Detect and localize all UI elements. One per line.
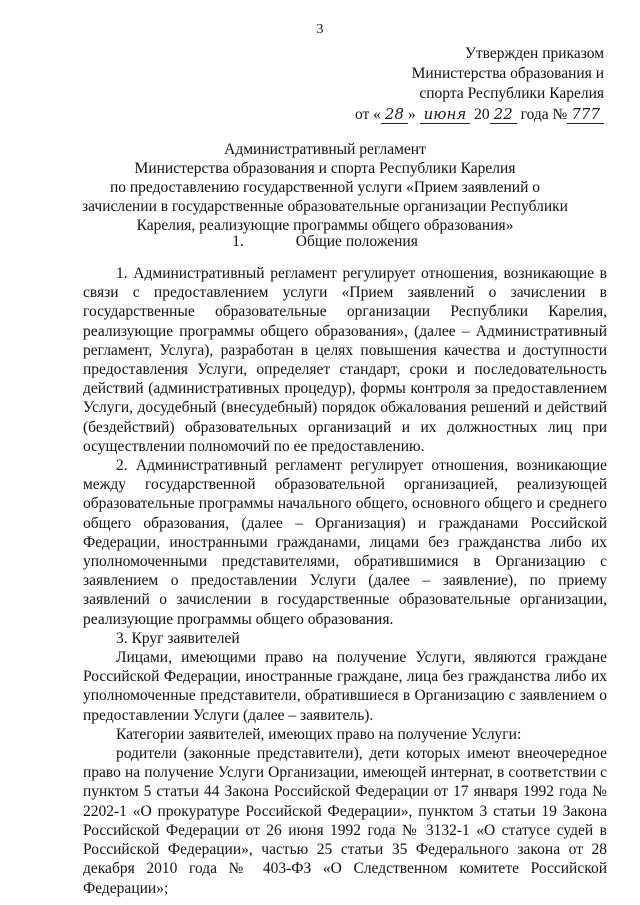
title-line-5: Карелия, реализующие программы общего образования» <box>136 217 514 234</box>
date-prefix: от « <box>354 106 381 123</box>
document-title <box>40 140 610 235</box>
approval-line-2: Министерства образования и <box>411 65 604 82</box>
number-prefix: года № <box>516 106 568 123</box>
approval-line-3: спорта Республики Карелия <box>419 85 604 102</box>
section-number: 1. <box>232 233 244 250</box>
approval-line-1: Утвержден приказом <box>464 45 604 62</box>
handwritten-month: июня <box>420 105 471 124</box>
paragraph-1: 1. Административный регламент регулирует отношения, возникающие в связи с предоставлением услуги «Прием заявлений о зачислении в государственные образовательные организации Республики Карелия, реализующие программы общего образования», (далее – Административный регламент, Услуга), разработан в целях повышения качества и доступности предоставления Услуги, определяет стандарт, сроки и последовательность действий (административных процедур), формы контроля за предоставлением Услуги, досудебный (внесудебный) порядок обжалования решений и действий (бездействий) образовательных организаций и их должностных лиц при осуществлении полномочий по ее предоставлению. <box>83 265 607 455</box>
title-line-2: Министерства образования и спорта Республики Карелия <box>134 160 516 177</box>
handwritten-number: 777 <box>567 105 604 124</box>
paragraph-6: родители (законные представители), дети которых имеют внеочередное право на получение Услуги Организации, имеющей интернат, в соответствии с пунктом 5 статьи 44 Закона Российской Федерации от 17 января 1992 года № 2202-1 «О прокуратуре Российской Федерации», пунктом 3 статьи 19 Закона Российской Федерации от 26 июня 1992 года № 3132-1 «О статусе судей в Российской Федерации», частью 25 статьи 35 Федерального закона от 28 декабря 2010 года № 403-ФЗ «О Следственном комитете Российской Федерации»; <box>83 745 607 897</box>
year-prefix: 20 <box>470 106 490 123</box>
title-line-3: по предоставлению государственной услуги «Прием заявлений о <box>109 179 541 196</box>
approval-date-line <box>355 104 604 125</box>
date-mid: » <box>407 106 420 123</box>
paragraph-2: 2. Административный регламент регулирует отношения, возникающие между государственной образовательной организацией, реализующей образовательные программы начального общего, основного общего и среднего общего образования, (далее – Организация) и гражданами Российской Федерации, иностранными гражданами, лицами без гражданства либо их уполномоченными представителями, обратившимися в Организацию с заявлением о предоставлении Услуги (далее – заявление), по приему заявлений о зачислении в государственные образовательные организации, реализующие программы общего образования. <box>83 457 607 628</box>
paragraph-3-heading: 3. Круг заявителей <box>116 629 240 647</box>
paragraph-5: Категории заявителей, имеющих право на получение Услуги: <box>116 725 522 743</box>
handwritten-day: 28 <box>381 105 408 124</box>
section-heading <box>40 233 610 251</box>
approval-block <box>355 44 604 125</box>
paragraph-4: Лицами, имеющими право на получение Услуги, являются граждане Российской Федерации, иностранные граждане, лица без гражданства либо их уполномоченные представители, обратившиеся в Организацию с заявлением о предоставлении Услуги (далее – заявитель). <box>83 649 607 724</box>
document-body <box>83 264 607 898</box>
section-title: Общие положения <box>295 233 418 250</box>
title-line-1: Административный регламент <box>224 141 426 158</box>
handwritten-year: 22 <box>490 105 517 124</box>
title-line-4: зачислении в государственные образовательные организации Республики <box>82 198 568 215</box>
page-number: 3 <box>316 22 324 37</box>
